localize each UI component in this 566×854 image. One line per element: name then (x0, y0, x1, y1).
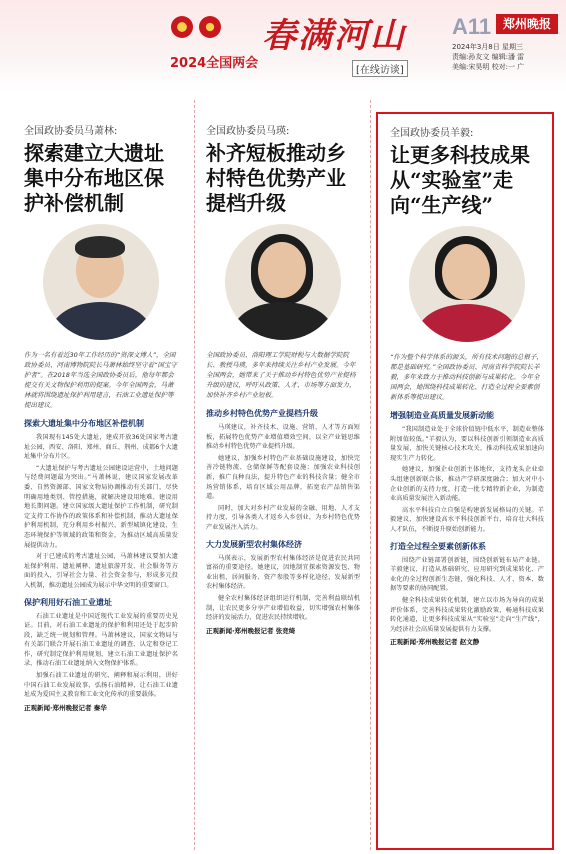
paragraph: 高水平科技自立自强是构建新发展格局的关键。羊毅建议，加快建设高水平科技创新平台，培育壮大科技人才队伍，不断提升原始创新能力。 (390, 506, 544, 533)
masthead-title: 春满河山 (262, 16, 406, 56)
paragraph: 同时，加大对乡村产业发展的金融、用地、人才支持力度，引导各类人才返乡入乡创业，为乡村特色优势产业发展注入活力。 (206, 504, 360, 531)
edition-date: 2024年3月8日 星期三 (452, 43, 523, 51)
page-number: A11 (452, 14, 492, 39)
article-column (194, 112, 372, 850)
section-title: 大力发展新型农村集体经济 (206, 539, 302, 549)
masthead-tag: [在线访谈] (352, 60, 408, 77)
paragraph: 围绕产业链部署创新链，围绕创新链布局产业链。羊毅建议，打造从基础研究、应用研究到成果转化、产业化的全过程创新生态链，强化科技、人才、资本、数据等要素的协同配置。 (390, 556, 544, 593)
edition-proof: 美编:宋昊明 校对:一 广 (452, 63, 525, 71)
article-speaker: 全国政协委员马瑛: (206, 126, 290, 137)
edition-editors: 责编:孙友文 编辑:潘 雷 (452, 53, 525, 61)
speaker-portrait (225, 224, 341, 340)
article-credit: 正观新闻·郑州晚报记者 赵文静 (390, 638, 480, 647)
paragraph: 健全农村集体经济组织运行机制，完善利益联结机制，让农民更多分享产业增值收益，切实增强农村集体经济的发展活力，促进农民持续增收。 (206, 594, 360, 622)
paragraph: 我国现有145处大遗址，建成开放36处国家考古遗址公园，西安、洛阳、郑州、商丘、荆州、成都6个大遗址集中分布片区。 (24, 434, 178, 461)
paragraph: 马瑛建议，补齐技术、设施、营销、人才等方面短板，拓展特色优势产业增值增效空间，以全产业链思维推动乡村特色优势产业提档升级。 (206, 424, 360, 451)
article-headline: 让更多科技成果从“实验室”走向“生产线” (390, 143, 530, 217)
article-speaker: 全国政协委员马萧林: (24, 126, 118, 137)
newspaper-logo: 郑州晚报 (496, 14, 558, 34)
paragraph: “大遗址保护与考古遗址公园建设运营中，土地问题与经费问题最为突出。”马萧林说，建议国家发展改革委、自然资源部、国家文物局协调推动有关部门，尽快明确用地类别、管控措施，就解决建设用地难、建设用地长期问题。建立国家级大遗址保护工作机制，研究制定支持工作协作的政策体系和补偿机制，推动大遗址保护利用机制，充分利用乡村振兴、新型城镇化建设、生态环境保护等领域的政策和资金，为推动区域高质量发展提供动力。 (24, 464, 178, 549)
paragraph: 对于已建成的考古遗址公园，马萧林建议要加大遗址保护利用、遗址阐释、遗址旅游开发、社会服务等方面的投入，引导社会力量、社会资金参与，形成多元投入机制，推动遗址公园成为展示中华文明的重要窗口。 (24, 553, 178, 589)
section-title: 增强制造业高质量发展新动能 (390, 411, 494, 420)
article-lead: “作为整个科学体系的源头，所有技术问题的总根子，都是基础研究。”全国政协委员、河南省科学院院长羊毅，多年来致力于推动科技创新与成果转化。今年全国两会，她围绕科技成果转化、打造全过程全要素创新体系等提出建议。 (390, 353, 543, 401)
masthead (0, 0, 566, 92)
section-title: 探索大遗址集中分布地区补偿机制 (24, 419, 144, 428)
article-credit: 正观新闻·郑州晚报记者 张竞绮 (206, 626, 296, 635)
paragraph: 健全科技成果转化机制，建立以市场为导向的成果评价体系，完善科技成果转化激励政策，畅通科技成果转化通道，让更多科技成果从“实验室”走向“生产线”，为经济社会高质量发展提供有力支撑。 (390, 596, 544, 633)
speaker-portrait (409, 226, 525, 342)
paragraph: 加强石油工业遗址的研究、阐释和展示利用，讲好中国石油工业发展故事，弘扬石油精神，让石油工业遗址成为爱国主义教育和工业文化传承的重要载体。 (24, 672, 178, 699)
article-lead: 作为一名有着近30年工作经历的“资深文博人”，全国政协委员、河南博物院院长马萧林始终坚守着“国宝守护者”。在2018年当选全国政协委员后，他每年都会提交有关文物保护利用的提案。今年全国两会，马萧林就将围绕遗址保护利用建言，石油工业遗址保护等提出建议。 (24, 351, 177, 409)
speaker-portrait (43, 224, 159, 340)
edition-info (452, 42, 562, 72)
article-speaker: 全国政协委员羊毅: (390, 128, 474, 139)
paragraph: 她建议，加强企业创新主体地位，支持龙头企业牵头组建创新联合体，推动产学研深度融合；加大对中小企业创新的支持力度，打造一批专精特新企业，为制造业高质量发展注入新动能。 (390, 466, 544, 503)
section-title: 打造全过程全要素创新体系 (390, 541, 486, 551)
article-headline: 探索建立大遗址集中分布地区保护补偿机制 (24, 141, 164, 215)
article-lead: 全国政协委员、洛阳理工学院财税与大数据学院院长、教授马瑛，多年来持续关注乡村产业发展。今年全国两会，她带来了关于推动乡村特色优势产业提档升级的建议，呼吁从政策、人才、市场等方面发力，加快补齐乡村产业短板。 (206, 351, 356, 399)
section-title: 推动乡村特色优势产业提档升级 (206, 409, 318, 418)
featured-article-column (376, 112, 554, 850)
national-emblem-icon (171, 16, 193, 38)
paragraph: 马瑛表示，发展新型农村集体经济是促进农民共同富裕的重要途径。她建议，因地制宜探索资源发包、物业出租、居间服务、资产参股等多样化途径，发展新型农村集体经济。 (206, 554, 360, 591)
section-title: 保护利用好石油工业遗址 (24, 597, 112, 607)
paragraph: 她建议，加强乡村特色产业基础设施建设，加快完善冷链物流、仓储保鲜等配套设施；加强农业科技创新，推广良种良法，提升特色产业的科技含量；健全市场营销体系，培育区域公用品牌，拓宽农产品销售渠道。 (206, 454, 360, 501)
paragraph: 石油工业遗址是中国近现代工业发展的重要历史见证。目前，对石油工业遗址的保护和利用还处于起步阶段，缺乏统一规划和管理。马萧林建议，国家文物局与有关部门联合开展石油工业遗址的调查、认定和登记工作，研究制定保护利用规划，建立石油工业遗址保护名录，推动石油工业遗址纳入文物保护体系。 (24, 612, 178, 668)
article-credit: 正观新闻·郑州晚报记者 秦华 (24, 703, 107, 712)
party-emblem-icon (199, 16, 221, 38)
paragraph: “我国制造业处于全球价值链中低水平，制造业整体附加值较低。”羊毅认为，要以科技创新引领制造业高质量发展，加快关键核心技术攻关，推动科技成果加速向现实生产力转化。 (390, 426, 544, 462)
article-headline: 补齐短板推动乡村特色优势产业提档升级 (206, 141, 346, 215)
masthead-subtitle: 2024全国两会 (170, 56, 259, 71)
article-column (12, 112, 190, 850)
